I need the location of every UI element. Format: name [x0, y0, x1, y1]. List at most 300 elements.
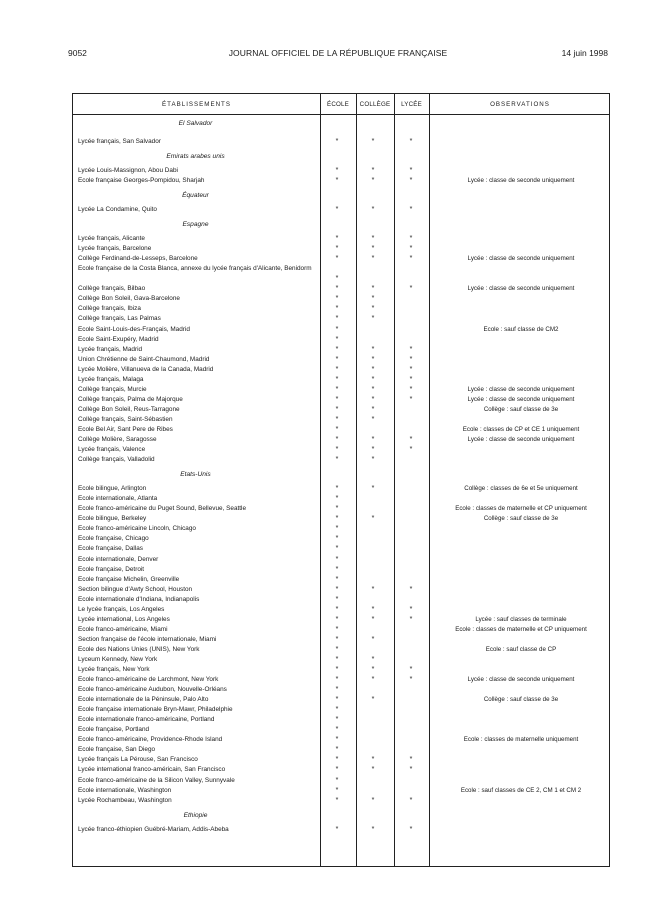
establishment-name: Collège français, Saint-Sébastien	[78, 415, 173, 423]
establishment-name: Collège français, Valladolid	[78, 456, 155, 464]
establishment-name: Collège français, Bilbao	[78, 285, 146, 293]
college-mark: *	[371, 615, 375, 623]
establishment-name-cell	[78, 304, 316, 314]
table-row	[73, 825, 609, 835]
table-row	[73, 254, 609, 264]
table-row	[73, 176, 609, 186]
ecole-mark: *	[335, 425, 339, 433]
establishment-name-cell	[78, 595, 316, 605]
ecole-mark: *	[335, 525, 339, 533]
establishment-name: Lycée français, Madrid	[78, 345, 143, 353]
establishment-name: Ecole franco-américaine du Puget Sound, Bellevue, Seattle	[78, 505, 247, 513]
establishment-name: Lycée Rochambeau, Washington	[78, 796, 172, 804]
establishment-name-cell	[78, 284, 316, 294]
lycee-mark: *	[409, 666, 413, 674]
ecole-mark: *	[335, 585, 339, 593]
page-number: 9052	[68, 48, 87, 58]
table-row	[73, 284, 609, 294]
establishment-name-cell	[78, 655, 316, 665]
ecole-mark: *	[335, 446, 339, 454]
observation-text: Ecole : sauf classe de CP	[485, 645, 557, 653]
column-header-lycee: LYCÉE	[401, 101, 422, 108]
establishment-name: Collège Bon Soleil, Reus-Tarragone	[78, 405, 180, 413]
establishment-name: Ecole des Nations Unies (UNIS), New York	[78, 645, 200, 653]
country-section-row	[73, 118, 609, 137]
college-mark: *	[371, 655, 375, 663]
lycee-mark: *	[409, 375, 413, 383]
ecole-mark: *	[335, 766, 339, 774]
ecole-mark: *	[335, 825, 339, 833]
establishment-name: Collège Ferdinand-de-Lesseps, Barcelone	[78, 255, 198, 263]
college-mark: *	[371, 696, 375, 704]
ecole-mark: *	[335, 686, 339, 694]
table-row	[73, 655, 609, 665]
establishment-name: Ecole française, Portland	[78, 726, 150, 734]
establishment-name-cell	[78, 786, 316, 796]
ecole-mark: *	[335, 365, 339, 373]
ecole-mark: *	[335, 575, 339, 583]
establishment-name-cell	[78, 735, 316, 745]
table-row	[73, 685, 609, 695]
table-row	[73, 755, 609, 765]
ecole-mark: *	[335, 436, 339, 444]
ecole-mark: *	[335, 756, 339, 764]
ecole-mark: *	[335, 305, 339, 313]
ecole-mark: *	[335, 515, 339, 523]
ecole-mark: *	[335, 605, 339, 613]
ecole-mark: *	[335, 395, 339, 403]
ecole-mark: *	[335, 545, 339, 553]
lycee-mark: *	[409, 585, 413, 593]
establishment-name-cell	[78, 544, 316, 554]
table-row	[73, 205, 609, 215]
establishment-name-cell	[78, 166, 316, 176]
establishment-name-cell	[78, 415, 316, 425]
college-mark: *	[371, 766, 375, 774]
observation-text: Collège : sauf classe de 3e	[483, 405, 559, 413]
establishment-name: Ecole internationale d'Indiana, Indianapolis	[78, 595, 200, 603]
table-row	[73, 715, 609, 725]
observation-text: Lycée : classe de seconde uniquement	[467, 255, 575, 263]
ecole-mark: *	[335, 335, 339, 343]
college-mark: *	[371, 395, 375, 403]
establishment-name: Ecole franco-américaine Lincoln, Chicago	[78, 525, 196, 533]
table-row	[73, 605, 609, 615]
establishment-name: Collège français, Palma de Majorque	[78, 395, 183, 403]
lycee-mark: *	[409, 615, 413, 623]
ecole-mark: *	[335, 206, 339, 214]
table-row	[73, 665, 609, 675]
lycee-mark: *	[409, 446, 413, 454]
establishment-name: Lycée international, Los Angeles	[78, 615, 170, 623]
college-mark: *	[371, 666, 375, 674]
establishment-name: Ecole française, Detroit	[78, 565, 145, 573]
establishment-name-cell	[78, 796, 316, 806]
column-header-college: COLLÈGE	[359, 101, 391, 108]
college-mark: *	[371, 585, 375, 593]
ecole-mark: *	[335, 315, 339, 323]
column-header-ecole: ÉCOLE	[327, 101, 349, 108]
lycee-mark: *	[409, 206, 413, 214]
lycee-mark: *	[409, 766, 413, 774]
lycee-mark: *	[409, 255, 413, 263]
establishment-name: Lycée Louis-Massignon, Abou Dabi	[78, 167, 178, 175]
establishment-name: Ecole Bel Air, Sant Pere de Ribes	[78, 425, 173, 433]
establishment-name-cell	[78, 776, 316, 786]
college-mark: *	[371, 255, 375, 263]
establishment-name: Ecole franco-américaine, Providence-Rhode Island	[78, 736, 223, 744]
ecole-mark: *	[335, 625, 339, 633]
establishment-name-cell	[78, 425, 316, 435]
establishment-name-cell	[78, 494, 316, 504]
ecole-mark: *	[335, 726, 339, 734]
establishment-name-cell	[78, 504, 316, 514]
college-mark: *	[371, 605, 375, 613]
ecole-mark: *	[335, 285, 339, 293]
establishment-name: Lyceum Kennedy, New York	[78, 655, 158, 663]
establishment-name: Ecole internationale, Atlanta	[78, 495, 158, 503]
ecole-mark: *	[335, 138, 339, 145]
establishment-name: Collège Molière, Saragosse	[78, 436, 157, 444]
ecole-mark: *	[335, 405, 339, 413]
ecole-mark: *	[335, 235, 339, 243]
table-row	[73, 635, 609, 645]
lycee-mark: *	[409, 365, 413, 373]
establishment-name: Ecole internationale franco-américaine, Portland	[78, 716, 215, 724]
college-mark: *	[371, 756, 375, 764]
table-row	[73, 484, 609, 494]
table-row	[73, 565, 609, 575]
table-row	[73, 514, 609, 524]
ecole-mark: *	[335, 565, 339, 573]
ecole-mark: *	[335, 456, 339, 464]
establishment-name: Ecole internationale, Washington	[78, 786, 172, 794]
college-mark: *	[371, 385, 375, 393]
country-section-row	[73, 465, 609, 484]
college-mark: *	[371, 635, 375, 643]
college-mark: *	[371, 825, 375, 833]
establishment-name: Lycée français, Valence	[78, 446, 146, 454]
table-row	[73, 445, 609, 455]
column-header-observations: OBSERVATIONS	[490, 101, 550, 108]
observation-text: Lycée : classe de seconde uniquement	[467, 385, 575, 393]
college-mark: *	[371, 235, 375, 243]
establishment-name: Collège français, Ibiza	[78, 305, 141, 313]
establishment-name: Lycée français La Pérouse, San Francisco	[78, 756, 198, 764]
ecole-mark: *	[335, 505, 339, 513]
establishment-name-cell	[78, 294, 316, 304]
establishment-name-cell	[78, 234, 316, 244]
establishment-name-cell	[78, 665, 316, 675]
lycee-mark: *	[409, 235, 413, 243]
establishment-name: Ecole franco-américaine Audubon, Nouvelle-Orléans	[78, 686, 227, 694]
establishment-name: Collège français, Murcie	[78, 385, 147, 393]
establishment-name: Ecole française internationale Bryn-Mawr, Philadelphie	[78, 706, 233, 714]
lycee-mark: *	[409, 395, 413, 403]
country-section-row	[73, 215, 609, 234]
establishment-name: Ecole franco-américaine, Miami	[78, 625, 168, 633]
country-heading: Etats-Unis	[180, 471, 211, 479]
observation-text: Lycée : classe de seconde uniquement	[467, 285, 575, 293]
establishment-name-cell	[78, 565, 316, 575]
table-row	[73, 765, 609, 775]
observation-text: Lycée : sauf classes de terminale	[475, 615, 567, 623]
establishment-name: Ecole internationale de la Péninsule, Palo Alto	[78, 696, 209, 704]
lycee-mark: *	[409, 177, 413, 185]
establishment-name: Union Chrétienne de Saint-Chaumond, Madrid	[78, 355, 210, 363]
table-row	[73, 745, 609, 755]
table-row	[73, 494, 609, 504]
establishment-name: Lycée français, New York	[78, 666, 150, 674]
country-section-row	[73, 806, 609, 825]
observation-text: Lycée : classe de seconde uniquement	[467, 676, 575, 684]
column-header-establishments: ÉTABLISSEMENTS	[162, 101, 231, 108]
lycee-mark: *	[409, 756, 413, 764]
ecole-mark: *	[335, 535, 339, 543]
ecole-mark: *	[335, 645, 339, 653]
college-mark: *	[371, 245, 375, 253]
establishment-name: Lycée Molière, Villanueva de la Canada, Madrid	[78, 365, 214, 373]
ecole-mark: *	[335, 716, 339, 724]
country-section-row	[73, 147, 609, 166]
establishment-name: Le lycée français, Los Angeles	[78, 605, 165, 613]
establishment-name: Ecole internationale, Denver	[78, 555, 159, 563]
college-mark: *	[371, 456, 375, 464]
table-row	[73, 415, 609, 425]
table-row	[73, 555, 609, 565]
ecole-mark: *	[335, 655, 339, 663]
ecole-mark: *	[335, 666, 339, 674]
table-row	[73, 534, 609, 544]
ecole-mark: *	[335, 375, 339, 383]
establishment-name: Collège français, Las Palmas	[78, 315, 161, 323]
table-row	[73, 375, 609, 385]
observation-text: Collège : classes de 6e et 5e uniquement	[464, 485, 578, 493]
college-mark: *	[371, 375, 375, 383]
table-row	[73, 244, 609, 254]
lycee-mark: *	[409, 796, 413, 804]
establishment-name-cell	[78, 405, 316, 415]
establishment-name-cell	[78, 455, 316, 465]
establishment-name-cell	[78, 534, 316, 544]
college-mark: *	[371, 515, 375, 523]
table-body	[73, 118, 609, 835]
table-row	[73, 786, 609, 796]
college-mark: *	[371, 365, 375, 373]
ecole-mark: *	[335, 485, 339, 493]
establishment-name-cell	[78, 645, 316, 655]
establishment-name-cell	[78, 375, 316, 385]
college-mark: *	[371, 676, 375, 684]
table-row	[73, 385, 609, 395]
establishment-name-cell	[78, 435, 316, 445]
college-mark: *	[371, 167, 375, 175]
establishment-name: Ecole Saint-Exupéry, Madrid	[78, 335, 159, 343]
table-row	[73, 776, 609, 786]
observation-text: Lycée : classe de seconde uniquement	[467, 177, 575, 185]
ecole-mark: *	[335, 706, 339, 714]
ecole-mark: *	[335, 167, 339, 175]
college-mark: *	[371, 446, 375, 454]
establishment-name-cell	[78, 325, 316, 335]
table-row	[73, 314, 609, 324]
lycee-mark: *	[409, 676, 413, 684]
establishment-name-cell	[78, 314, 316, 324]
country-heading: El Salvador	[178, 120, 213, 127]
establishment-name-cell	[78, 615, 316, 625]
table-row	[73, 264, 609, 284]
lycee-mark: *	[409, 355, 413, 363]
lycee-mark: *	[409, 345, 413, 353]
lycee-mark: *	[409, 385, 413, 393]
country-section-row	[73, 186, 609, 205]
establishment-name: Lycée franco-éthiopien Guébré-Mariam, Addis-Abeba	[78, 825, 229, 833]
establishment-name: Ecole française, San Diego	[78, 746, 156, 754]
establishment-name: Ecole bilingue, Berkeley	[78, 515, 147, 523]
establishment-name-cell	[78, 755, 316, 765]
establishment-name-cell	[78, 365, 316, 375]
ecole-mark: *	[335, 295, 339, 303]
ecole-mark: *	[335, 776, 339, 784]
ecole-mark: *	[335, 555, 339, 563]
table-row	[73, 355, 609, 365]
establishment-name: Ecole française, Dallas	[78, 545, 144, 553]
college-mark: *	[371, 206, 375, 214]
establishment-name-cell	[78, 254, 316, 264]
college-mark: *	[371, 436, 375, 444]
table-row	[73, 504, 609, 514]
table-row	[73, 524, 609, 534]
country-heading: Ethiopie	[183, 811, 208, 819]
establishment-name-cell	[78, 514, 316, 524]
lycee-mark: *	[409, 825, 413, 833]
ecole-mark: *	[335, 495, 339, 503]
lycee-mark: *	[409, 285, 413, 293]
college-mark: *	[371, 485, 375, 493]
establishment-name-cell	[78, 575, 316, 585]
ecole-mark: *	[335, 676, 339, 684]
table-row	[73, 675, 609, 685]
observation-text: Collège : sauf classe de 3e	[483, 696, 559, 704]
establishment-name-cell	[78, 264, 316, 274]
establishment-name: Lycée français, Barcelone	[78, 245, 152, 253]
establishment-name-cell	[78, 695, 316, 705]
establishment-name: Lycée français, San Salvador	[78, 138, 161, 145]
table-row	[73, 166, 609, 176]
college-mark: *	[371, 177, 375, 185]
table-row	[73, 735, 609, 745]
table-row	[73, 585, 609, 595]
establishment-name: Lycée français, Malaga	[78, 375, 144, 383]
observation-text: Ecole : classes de maternelle uniquement	[463, 736, 579, 744]
table-row	[73, 645, 609, 655]
college-mark: *	[371, 405, 375, 413]
establishment-name-cell	[78, 605, 316, 615]
table-row	[73, 625, 609, 635]
college-mark: *	[371, 345, 375, 353]
establishment-name-cell	[78, 176, 316, 186]
establishment-name: Section bilingue d'Awty School, Houston	[78, 585, 193, 593]
college-mark: *	[371, 315, 375, 323]
ecole-mark: *	[335, 635, 339, 643]
establishment-name-cell	[78, 137, 316, 147]
table-row	[73, 335, 609, 345]
table-row	[73, 595, 609, 605]
establishment-name-cell	[78, 484, 316, 494]
country-heading: Espagne	[182, 221, 209, 229]
lycee-mark: *	[409, 436, 413, 444]
college-mark: *	[371, 415, 375, 423]
table-row	[73, 304, 609, 314]
college-mark: *	[371, 138, 375, 145]
establishment-name-cell	[78, 524, 316, 534]
country-heading: Emirats arabes unis	[166, 153, 225, 161]
table-row	[73, 575, 609, 585]
ecole-mark: *	[335, 796, 339, 804]
establishment-name: Ecole française, Chicago	[78, 535, 149, 543]
lycee-mark: *	[409, 138, 413, 145]
college-mark: *	[371, 355, 375, 363]
table-row	[73, 455, 609, 465]
table-row	[73, 705, 609, 715]
observation-text: Lycée : classe de seconde uniquement	[467, 436, 575, 444]
establishment-name: Ecole franco-américaine de la Silicon Valley, Sunnyvale	[78, 776, 235, 784]
journal-title: JOURNAL OFFICIEL DE LA RÉPUBLIQUE FRANÇAISE	[228, 48, 448, 58]
publication-date: 14 juin 1998	[561, 48, 608, 58]
establishment-name-cell	[78, 825, 316, 835]
table-row	[73, 695, 609, 705]
establishment-name-cell	[78, 205, 316, 215]
establishments-table	[72, 93, 610, 867]
ecole-mark: *	[335, 786, 339, 794]
table-row	[73, 325, 609, 335]
table-row	[73, 615, 609, 625]
ecole-mark: *	[335, 736, 339, 744]
establishment-name: Ecole bilingue, Arlington	[78, 485, 147, 493]
table-row	[73, 796, 609, 806]
establishment-name: Ecole française Michelin, Greenville	[78, 575, 180, 583]
table-row	[73, 137, 609, 147]
establishment-name-cell	[78, 355, 316, 365]
ecole-mark: *	[335, 177, 339, 185]
ecole-mark: *	[335, 595, 339, 603]
lycee-mark: *	[409, 167, 413, 175]
ecole-mark: *	[335, 696, 339, 704]
establishment-name-cell	[78, 685, 316, 695]
header-divider	[73, 114, 609, 115]
establishment-name-cell	[78, 585, 316, 595]
table-row	[73, 435, 609, 445]
college-mark: *	[371, 796, 375, 804]
page-header	[68, 48, 608, 60]
establishment-name: Lycée français, Alicante	[78, 235, 145, 243]
lycee-mark: *	[409, 245, 413, 253]
table-row	[73, 365, 609, 375]
country-heading: Équateur	[182, 192, 209, 200]
establishment-name-cell	[78, 625, 316, 635]
establishment-name-cell	[78, 715, 316, 725]
establishment-name-cell	[78, 705, 316, 715]
establishment-name: Ecole française Georges-Pompidou, Sharjah	[78, 177, 205, 185]
ecole-mark: *	[335, 345, 339, 353]
establishment-name-cell	[78, 445, 316, 455]
college-mark: *	[371, 295, 375, 303]
ecole-mark: *	[335, 325, 339, 333]
establishment-name-cell	[78, 244, 316, 254]
establishment-name: Ecole Saint-Louis-des-Français, Madrid	[78, 325, 190, 333]
observation-text: Lycée : classe de seconde uniquement	[467, 395, 575, 403]
establishment-name: Ecole franco-américaine de Larchmont, New York	[78, 676, 219, 684]
